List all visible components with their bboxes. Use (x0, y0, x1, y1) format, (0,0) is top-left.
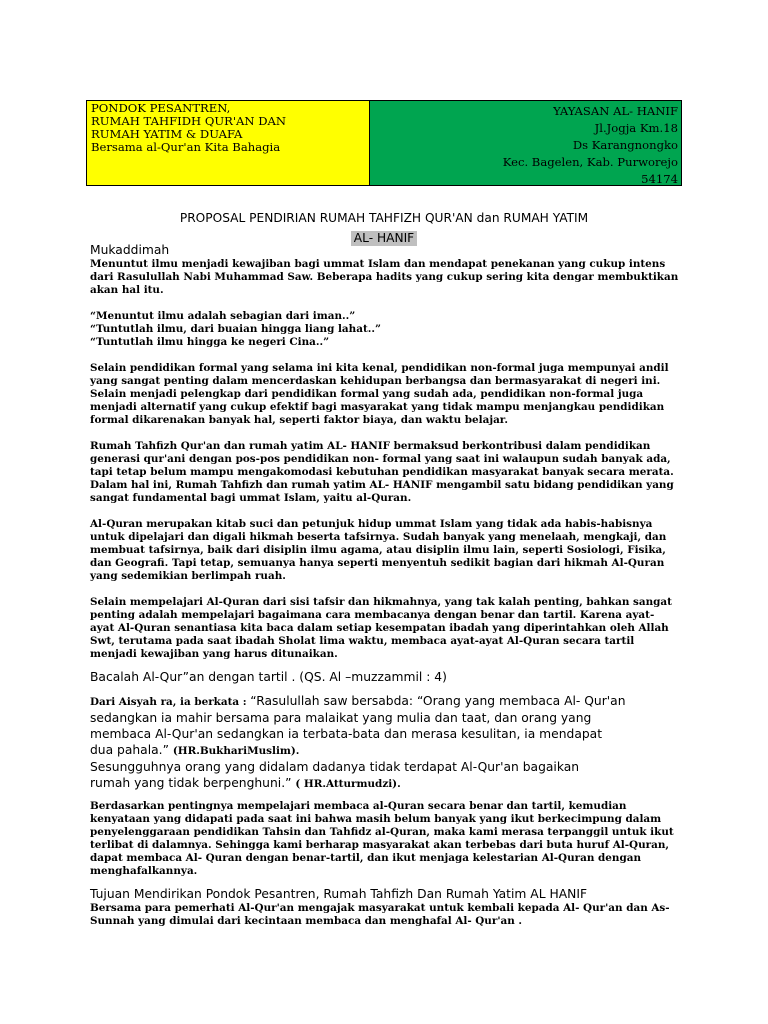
paragraph-line: Al-Quran merupakan kitab suci dan petunjuk hidup ummat Islam yang tidak ada habis-habisnya (90, 518, 653, 530)
paragraph-line: membuat tafsirnya, baik dari disiplin ilmu agama, atau disiplin ilmu lain, seperti Sosiologi, Fisika, (90, 544, 666, 556)
paragraph-line: generasi qur'ani dengan pos-pos pendidikan non- formal yang saat ini walaupun sudah banyak ada, (90, 453, 671, 465)
hadith-reference: (HR.BukhariMuslim). (172, 745, 300, 757)
paragraph-line: penting adalah mempelajari bagaimana cara membacanya dengan benar dan tartil. Karena ayat- (90, 609, 655, 621)
paragraph-line: Selain menjadi pelengkap dari pendidikan formal yang sudah ada, pendidikan non-formal juga (90, 388, 644, 400)
paragraph-tujuan (90, 902, 680, 928)
paragraph-line: penyelenggaraan pendidikan Tahsin dan Tahfidz al-Quran, maka kami merasa terpanggil untuk ikut (90, 826, 674, 838)
paragraph-line: Sunnah yang dimulai dari kecintaan membaca dan menghafal Al- Qur'an . (90, 915, 523, 927)
paragraph-line: sangat fundamental bagi ummat Islam, yaitu al-Quran. (90, 492, 412, 504)
hadith-line: membaca Al-Qur'an sedangkan ia terbata-bata dan merasa kesulitan, ia mendapat (90, 727, 603, 741)
paragraph-line: ayat Al-Quran senantiasa kita baca dalam setiap kesempatan ibadah yang diperintahkan oleh Allah (90, 622, 669, 634)
quote-list (90, 310, 680, 349)
hadith-reference: ( HR.Atturmudzi). (295, 778, 401, 790)
header-table (86, 100, 682, 186)
header-left-cell (87, 101, 370, 185)
paragraph-line: formal dikarenakan banyak hal, seperti faktor biaya, dan waktu belajar. (90, 414, 508, 426)
hadith-line: Sesungguhnya orang yang didalam dadanya tidak terdapat Al-Qur'an bagaikan (90, 760, 580, 774)
section-heading-mukaddimah: Mukaddimah (90, 243, 170, 257)
paragraph-berdasarkan (90, 800, 680, 878)
hadith-line: rumah yang tidak berpenghuni.” (90, 776, 296, 790)
header-right-line: Kec. Bagelen, Kab. Purworejo (502, 155, 678, 169)
paragraph-line: tapi tetap belum mampu mengakomodasi kebutuhan pendidikan masyarakat banyak secara merata. (90, 466, 674, 478)
document-body (90, 242, 680, 928)
paragraph-intro (90, 258, 680, 297)
paragraph-line: Dalam hal ini, Rumah Tahfizh dan rumah yatim AL- HANIF mengambil satu bidang pendidikan yang (90, 479, 674, 491)
paragraph-line: yang sangat penting dalam mencerdaskan kehidupan berbangsa dan bermasyarakat di negeri ini. (90, 375, 661, 387)
paragraph-line: Rumah Tahfizh Qur'an dan rumah yatim AL- HANIF bermaksud berkontribusi dalam pendidikan (90, 440, 651, 452)
hadith-line: dua pahala.” (90, 743, 173, 757)
paragraph-line: terlibat di dalamnya. Sehingga kami berharap masyarakat akan terbebas dari buta huruf Al-Quran, (90, 839, 670, 851)
quote-line: “Tuntutlah ilmu hingga ke negeri Cina..” (90, 336, 330, 348)
paragraph-line: menghafalkannya. (90, 865, 198, 877)
header-right-line: 54174 (641, 172, 678, 186)
paragraph-line: Bersama para pemerhati Al-Qur'an mengajak masyarakat untuk kembali kepada Al- Qur'an dan As- (90, 902, 670, 914)
header-right-cell (370, 101, 681, 185)
paragraph-line: Selain pendidikan formal yang selama ini kita kenal, pendidikan non-formal juga mempunyai andil (90, 362, 669, 374)
verse-quote: Bacalah Al-Qur”an dengan tartil . (QS. Al –muzzammil : 4) (90, 670, 447, 684)
paragraph-rumah-tahfizh (90, 440, 680, 505)
quote-line: “Tuntutlah ilmu, dari buaian hingga liang lahat..” (90, 323, 381, 335)
header-left-line: RUMAH YATIM & DUAFA (91, 127, 243, 141)
paragraph-line: dari Rasulullah Nabi Muhammad Saw. Beberapa hadits yang cukup sering kita dengar membuktikan (90, 271, 679, 283)
header-left-line: RUMAH TAHFIDH QUR'AN DAN (91, 114, 287, 128)
hadith-line: “Rasulullah saw bersabda: “Orang yang membaca Al- Qur'an (250, 694, 626, 708)
document-subtitle: AL- HANIF (351, 231, 417, 246)
document-title: PROPOSAL PENDIRIAN RUMAH TAHFIZH QUR'AN dan RUMAH YATIM (179, 211, 589, 225)
header-right-line: YAYASAN AL- HANIF (553, 104, 678, 118)
hadith-narrator: Dari Aisyah ra, ia berkata : (90, 696, 251, 708)
paragraph-line: Berdasarkan pentingnya mempelajari membaca al-Quran secara benar dan tartil, kemudian (90, 800, 627, 812)
paragraph-line: Swt, terutama pada saat ibadah Sholat lima waktu, membaca ayat-ayat Al-Quran secara tartil (90, 635, 635, 647)
paragraph-line: yang sedemikian berlimpah ruah. (90, 570, 286, 582)
paragraph-line: menjadi kewajiban yang harus ditunaikan. (90, 648, 338, 660)
header-left-line: PONDOK PESANTREN, (91, 101, 231, 115)
paragraph-line: kenyataan yang didapati pada saat ini bahwa masih belum banyak yang ikut berkecimpung dalam (90, 813, 662, 825)
paragraph-line: dan Geografi. Tapi tetap, semuanya hanya seperti menyentuh sedikit bagian dari hikmah Al-Quran (90, 557, 665, 569)
paragraph-line: Menuntut ilmu menjadi kewajiban bagi ummat Islam dan mendapat penekanan yang cukup intens (90, 258, 666, 270)
paragraph-line: dapat membaca Al- Quran dengan benar-tartil, dan ikut menjaga kelestarian Al-Quran dengan (90, 852, 642, 864)
header-left-line: Bersama al-Qur'an Kita Bahagia (91, 140, 281, 154)
paragraph-tartil (90, 596, 680, 661)
paragraph-line: untuk dipelajari dan digali hikmah beserta tafsirnya. Sudah banyak yang menelaah, mengkaji, dan (90, 531, 667, 543)
header-right-line: Jl.Jogja Km.18 (594, 121, 678, 135)
paragraph-line: menjadi alternatif yang cukup efektif bagi masyarakat yang tidak mampu menjangkau pendidikan (90, 401, 665, 413)
paragraph-al-quran (90, 518, 680, 583)
paragraph-line: Selain mempelajari Al-Quran dari sisi tafsir dan hikmahnya, yang tak kalah penting, bahkan sangat (90, 596, 672, 608)
section-heading-tujuan: Tujuan Mendirikan Pondok Pesantren, Rumah Tahfizh Dan Rumah Yatim AL HANIF (90, 887, 588, 901)
hadith-aisyah (90, 693, 680, 792)
paragraph-nonformal (90, 362, 680, 427)
header-right-line: Ds Karangnongko (572, 138, 678, 152)
hadith-line: sedangkan ia mahir bersama para malaikat yang mulia dan taat, dan orang yang (90, 711, 592, 725)
quote-line: “Menuntut ilmu adalah sebagian dari iman..” (90, 310, 356, 322)
paragraph-line: akan hal itu. (90, 284, 164, 296)
